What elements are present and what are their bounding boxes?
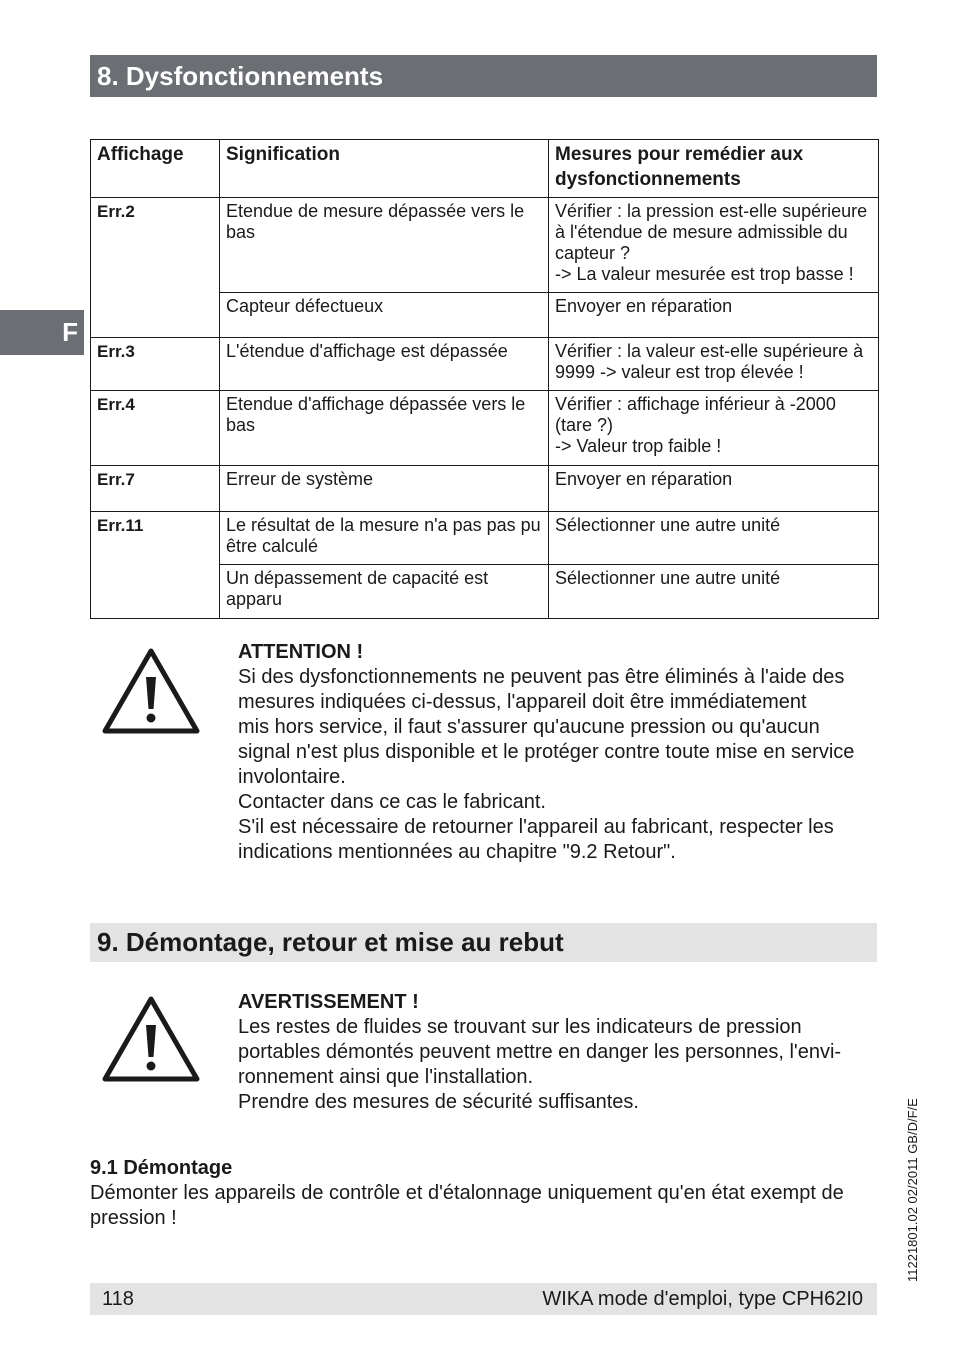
subsection-line: Démonter les appareils de contrôle et d'étalonnage uniquement qu'en état exempt de: [90, 1182, 844, 1204]
error-meaning: Le résultat de la mesure n'a pas pas pu être calculé: [220, 512, 549, 565]
error-meaning: Un dépassement de capacité est apparu: [220, 565, 549, 619]
error-action: Envoyer en réparation: [549, 466, 879, 512]
section-8-heading: 8. Dysfonctionnements: [90, 55, 877, 97]
error-action: Vérifier : la valeur est-elle supérieure à 9999 -> valeur est trop élevée !: [549, 338, 879, 391]
attention-line: mis hors service, il faut s'assurer qu'aucune pression ou qu'aucun: [238, 716, 820, 738]
avertissement-line: Les restes de fluides se trouvant sur les indicateurs de pression: [238, 1016, 802, 1038]
attention-line: Si des dysfonctionnements ne peuvent pas être éliminés à l'aide des: [238, 666, 845, 688]
table-row: [91, 338, 879, 391]
error-meaning: Erreur de système: [220, 466, 549, 512]
avertissement-block: [238, 990, 878, 1115]
column-header-mesures: Mesures pour remédier aux dysfonctionnements: [549, 140, 879, 198]
table-row: [91, 512, 879, 565]
document-code: 11221801.02 02/2011 GB/D/F/E: [905, 1098, 920, 1282]
error-table: [90, 139, 879, 619]
attention-line: signal n'est plus disponible et le protéger contre toute mise en service: [238, 741, 855, 763]
error-action-line: -> La valeur mesurée est trop basse !: [555, 264, 854, 284]
error-code: Err.2: [91, 198, 220, 338]
page-number: 118: [102, 1288, 134, 1310]
error-code: Err.4: [91, 391, 220, 466]
column-header-signification: Signification: [220, 140, 549, 198]
avertissement-heading: AVERTISSEMENT !: [238, 991, 419, 1013]
error-action: Sélectionner une autre unité: [549, 512, 879, 565]
warning-triangle-icon: [102, 647, 200, 735]
error-meaning: Etendue d'affichage dépassée vers le bas: [220, 391, 549, 466]
error-meaning: Etendue de mesure dépassée vers le bas: [220, 198, 549, 293]
warning-triangle-icon: [102, 995, 200, 1083]
error-code: Err.3: [91, 338, 220, 391]
attention-block: [238, 640, 878, 865]
error-code: Err.11: [91, 512, 220, 619]
attention-line: S'il est nécessaire de retourner l'appareil au fabricant, respecter les: [238, 816, 834, 838]
avertissement-line: portables démontés peuvent mettre en danger les personnes, l'envi-: [238, 1041, 842, 1063]
avertissement-line: ronnement ainsi que l'installation.: [238, 1066, 534, 1088]
table-row: [91, 198, 879, 293]
error-action: [549, 391, 879, 466]
attention-line: mesures indiquées ci-dessus, l'appareil doit être immédiatement: [238, 691, 807, 713]
footer-text: WIKA mode d'emploi, type CPH62I0: [542, 1288, 863, 1310]
table-row: [91, 466, 879, 512]
attention-line: indications mentionnées au chapitre "9.2 Retour".: [238, 841, 676, 863]
error-action: Sélectionner une autre unité: [549, 565, 879, 619]
subsection-line: pression !: [90, 1207, 177, 1229]
avertissement-line: Prendre des mesures de sécurité suffisantes.: [238, 1091, 639, 1113]
attention-line: involontaire.: [238, 766, 346, 788]
table-header-row: [91, 140, 879, 198]
error-action: [549, 198, 879, 293]
error-meaning: Capteur défectueux: [220, 293, 549, 338]
attention-line: Contacter dans ce cas le fabricant.: [238, 791, 546, 813]
attention-heading: ATTENTION !: [238, 641, 364, 663]
error-action-line: Vérifier : la pression est-elle supérieure à l'étendue de mesure admissible du capteur ?: [555, 201, 868, 263]
error-meaning: L'étendue d'affichage est dépassée: [220, 338, 549, 391]
error-action: Envoyer en réparation: [549, 293, 879, 338]
subsection-title: 9.1 Démontage: [90, 1157, 233, 1179]
error-code: Err.7: [91, 466, 220, 512]
column-header-affichage: Affichage: [91, 140, 220, 198]
language-tab: F: [0, 310, 84, 355]
subsection-9-1: [90, 1156, 877, 1231]
error-action-line: Vérifier : affichage inférieur à -2000 (tare ?): [555, 394, 836, 435]
section-9-heading: 9. Démontage, retour et mise au rebut: [90, 923, 877, 962]
page-footer: [90, 1283, 877, 1315]
table-row: [91, 391, 879, 466]
error-action-line: -> Valeur trop faible !: [555, 436, 722, 456]
